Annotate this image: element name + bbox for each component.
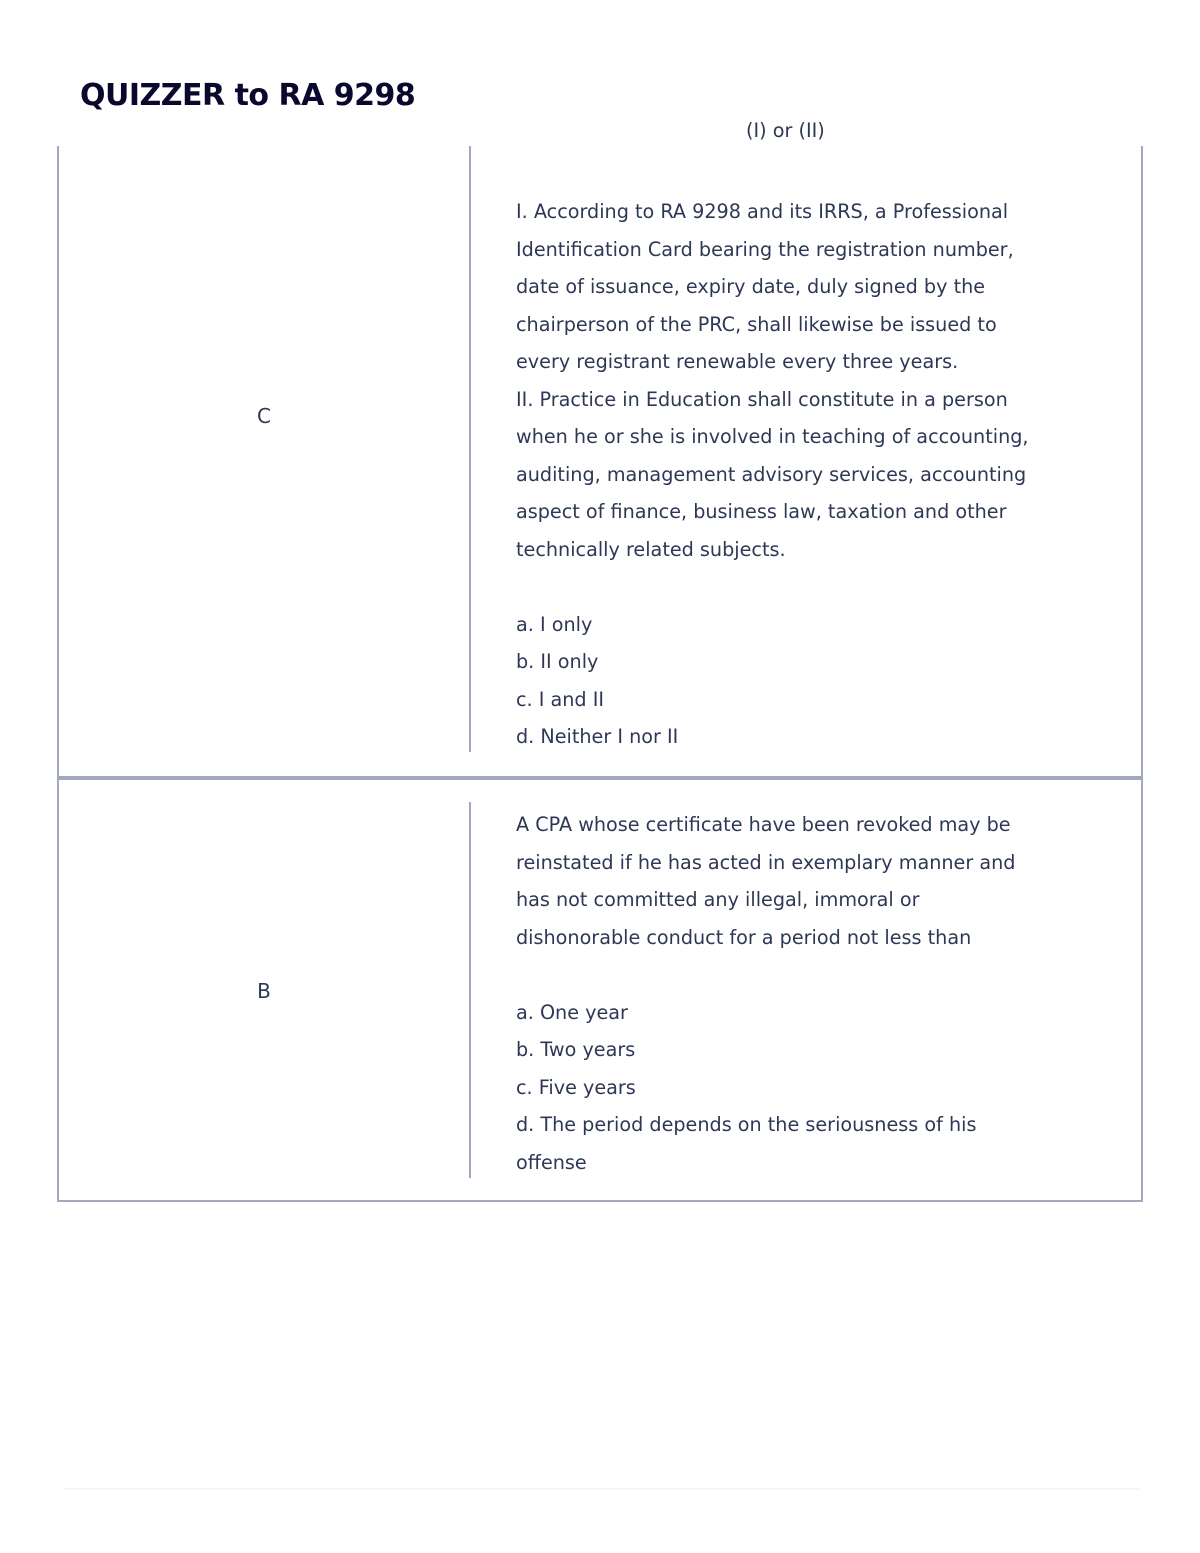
card-term: C xyxy=(257,404,271,428)
clipped-text: (I) or (II) xyxy=(746,119,825,142)
card-definition: I. According to RA 9298 and its IRRS, a Professional Identification Card bearing the registration number, date of issuance, expiry date, duly signed by the chairperson of the PRC, shall likewise be issued to every registrant renewable every three years. II. Practice in Education shall constitute in a person when he or she is involved in teaching of accounting, auditing, management advisory services, accounting aspect of finance, business law, taxation and other technically related subjects. a. I only b. II only c. I and II d. Neither I nor II xyxy=(516,200,1029,748)
page-title: QUIZZER to RA 9298 xyxy=(80,78,416,113)
flashcard-row xyxy=(57,776,1143,1202)
footer-divider xyxy=(64,1488,1140,1490)
column-divider xyxy=(469,802,471,1178)
card-definition: A CPA whose certificate have been revoked may be reinstated if he has acted in exemplary manner and has not committed any illegal, immoral or dishonorable conduct for a period not less than a. One year b. Two years c. Five years d. The period depends on the seriousness of his offense xyxy=(516,813,1016,1174)
column-divider xyxy=(469,146,471,752)
clipped-definition-line xyxy=(516,119,1106,152)
flashcard-row xyxy=(57,119,1143,780)
card-term: B xyxy=(257,979,271,1003)
